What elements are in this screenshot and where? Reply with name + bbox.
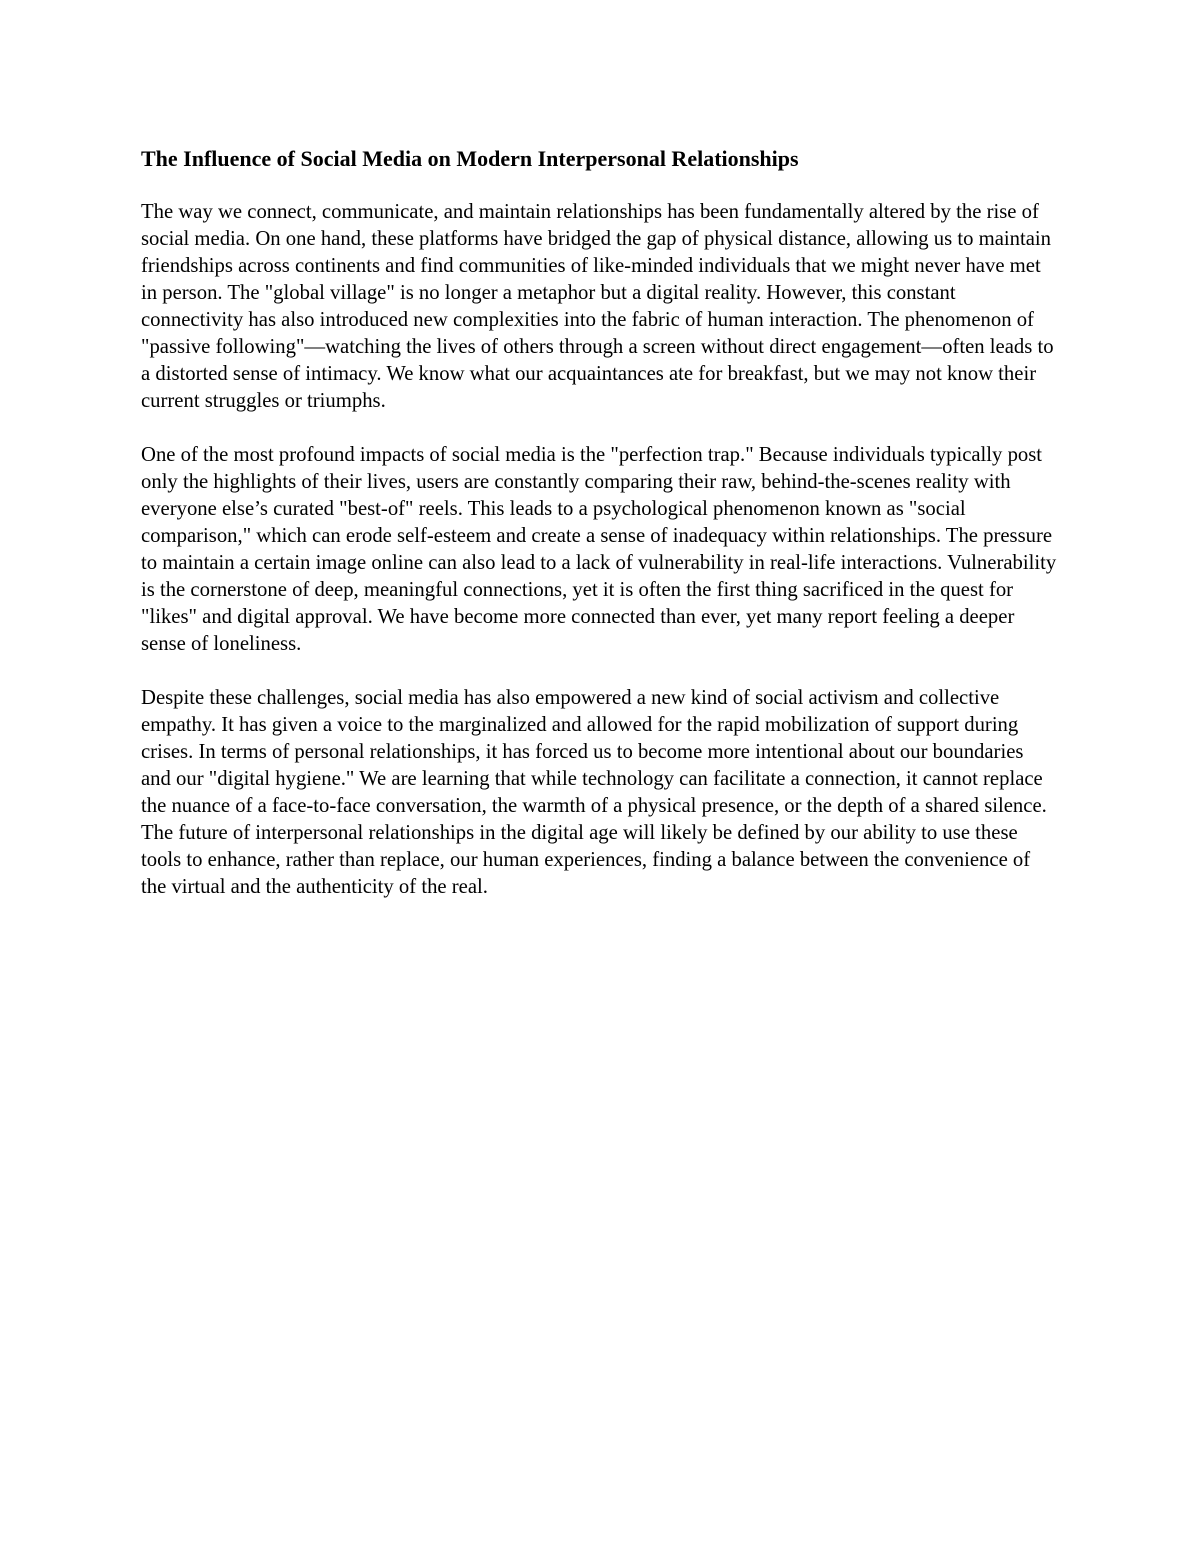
document-title: The Influence of Social Media on Modern Interpersonal Relationships xyxy=(141,146,799,171)
paragraph-3: Despite these challenges, social media has also empowered a new kind of social activism and collective empathy. It has given a voice to the marginalized and allowed for the rapid mobilization of support during crises. In terms of personal relationships, it has forced us to become more intentional about our boundaries and our "digital hygiene." We are learning that while technology can facilitate a connection, it cannot replace the nuance of a face-to-face conversation, the warmth of a physical presence, or the depth of a shared silence. The future of interpersonal relationships in the digital age will likely be defined by our ability to use these tools to enhance, rather than replace, our human experiences, finding a balance between the convenience of the virtual and the authenticity of the real. xyxy=(141,687,1047,898)
paragraph-2: One of the most profound impacts of social media is the "perfection trap." Because individuals typically post only the highlights of their lives, users are constantly comparing their raw, behind-the-scenes reality with everyone else’s curated "best-of" reels. This leads to a psychological phenomenon known as "social comparison," which can erode self-esteem and create a sense of inadequacy within relationships. The pressure to maintain a certain image online can also lead to a lack of vulnerability in real-life interactions. Vulnerability is the cornerstone of deep, meaningful connections, yet it is often the first thing sacrificed in the quest for "likes" and digital approval. We have become more connected than ever, yet many report feeling a deeper sense of loneliness. xyxy=(141,444,1057,655)
document-body xyxy=(141,144,1057,928)
paragraph-1: The way we connect, communicate, and maintain relationships has been fundamentally altered by the rise of social media. On one hand, these platforms have bridged the gap of physical distance, allowing us to maintain friendships across continents and find communities of like-minded individuals that we might never have met in person. The "global village" is no longer a metaphor but a digital reality. However, this constant connectivity has also introduced new complexities into the fabric of human interaction. The phenomenon of "passive following"—watching the lives of others through a screen without direct engagement—often leads to a distorted sense of intimacy. We know what our acquaintances ate for breakfast, but we may not know their current struggles or triumphs. xyxy=(141,201,1054,412)
